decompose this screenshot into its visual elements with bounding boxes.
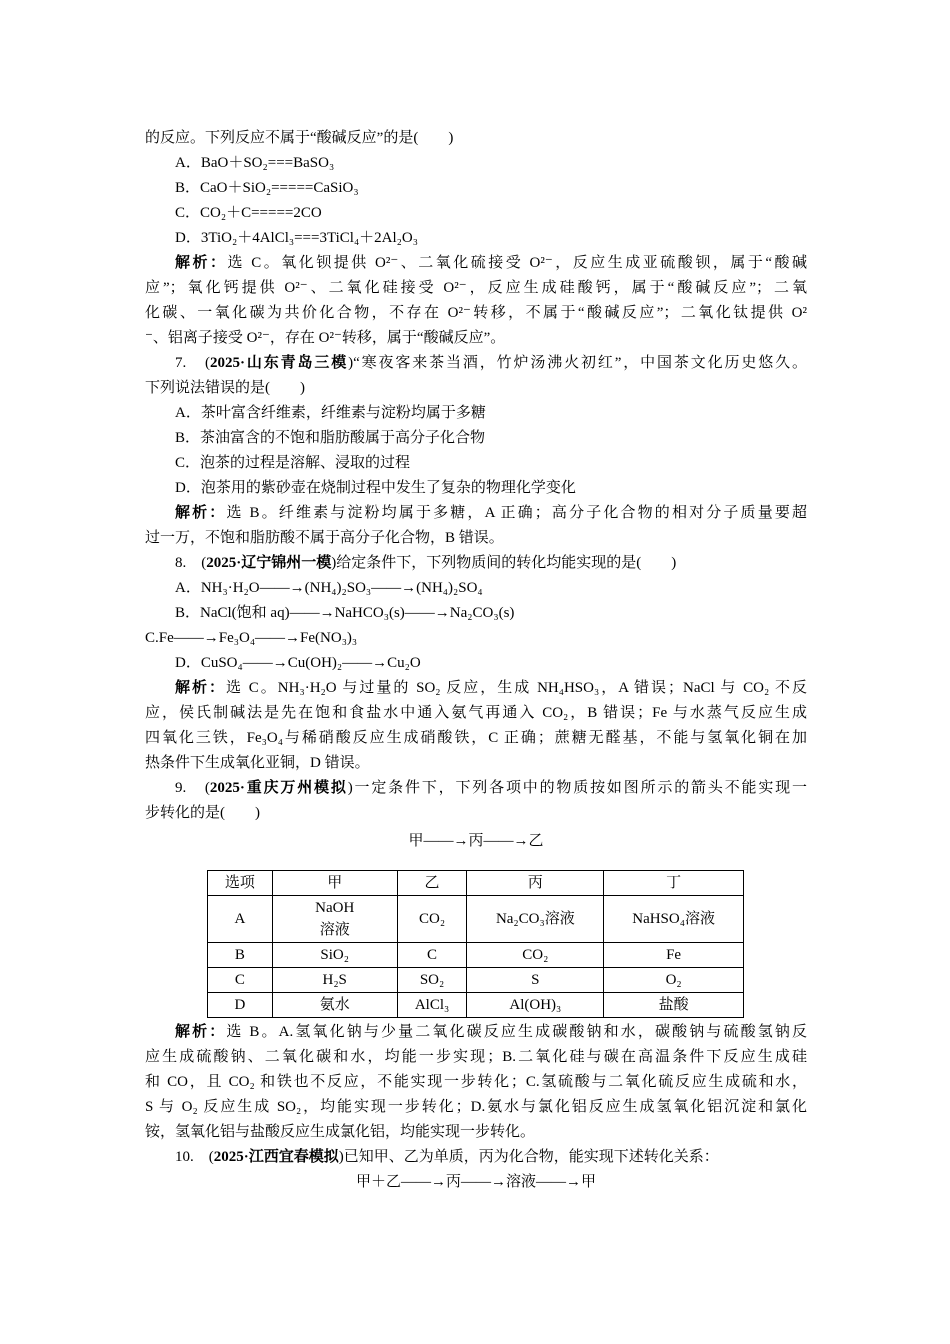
- q9-table: [207, 870, 744, 1018]
- analysis-label: 解析：: [175, 1024, 227, 1040]
- table-cell: B: [208, 943, 273, 968]
- table-header-cell: 选项: [208, 871, 273, 896]
- q8-analysis-line: 四氧化三铁，Fe₃O₄与稀硝酸反应生成硝酸铁，C 正确；蔗糖无醛基，不能与氢氧化铜在加: [145, 730, 807, 746]
- table-row: [208, 968, 744, 993]
- table-cell: O₂: [604, 968, 744, 993]
- q9-diagram: 甲——→丙——→乙: [408, 833, 544, 849]
- q6-analysis-line: ⁻、铝离子接受 O²⁻，存在 O²⁻转移，属于“酸碱反应”。: [145, 330, 506, 346]
- q8-analysis-line: 解析：选 C。NH₃·H₂O 与过量的 SO₂ 反应，生成 NH₄HSO₃，A 错误；NaCl 与 CO₂ 不反: [175, 680, 807, 696]
- table-cell: CO₂: [467, 943, 604, 968]
- q8-option-a: A．NH₃·H₂O——→(NH₄)₂SO₃——→(NH₄)₂SO₄: [175, 580, 483, 596]
- table-cell: CO₂: [397, 896, 467, 943]
- table-header-cell: 丁: [604, 871, 744, 896]
- table-row: [208, 993, 744, 1018]
- q9-analysis-line: 应生成硫酸钠、二氧化碳和水，均能一步实现；B.二氧化硅与碳在高温条件下反应生成硅: [145, 1049, 807, 1065]
- table-header-cell: 乙: [397, 871, 467, 896]
- q8-option-b: B．NaCl(饱和 aq)——→NaHCO₃(s)——→Na₂CO₃(s): [175, 605, 515, 621]
- q10-stem: 10. (2025·江西宜春模拟)已知甲、乙为单质，丙为化合物，能实现下述转化关系：: [175, 1149, 719, 1165]
- table-cell: H₂S: [272, 968, 397, 993]
- q9-analysis-line: 铵，氢氧化铝与盐酸反应生成氯化铝，均能实现一步转化。: [145, 1124, 536, 1140]
- q10-source: 2025·江西宜春模拟: [213, 1149, 339, 1165]
- analysis-label: 解析：: [175, 680, 227, 696]
- table-cell: AlCl₃: [397, 993, 467, 1018]
- table-cell: NaHSO₄溶液: [604, 896, 744, 943]
- q7-stem-cont: 下列说法错误的是( ): [145, 380, 305, 396]
- table-cell: Na₂CO₃溶液: [467, 896, 604, 943]
- q6-option-d: D．3TiO₂＋4AlCl₃===3TiCl₄＋2Al₂O₃: [175, 230, 418, 246]
- table-cell: NaOH 溶液: [272, 896, 397, 943]
- table-header-cell: 丙: [467, 871, 604, 896]
- analysis-label: 解析：: [175, 505, 227, 521]
- q7-source: 2025·山东青岛三模: [210, 355, 349, 371]
- q7-analysis-line: 过一万，不饱和脂肪酸不属于高分子化合物，B 错误。: [145, 530, 504, 546]
- q6-option-a: A．BaO＋SO₂===BaSO₃: [175, 155, 335, 171]
- q6-intro: 的反应。下列反应不属于“酸碱反应”的是( ): [145, 130, 454, 146]
- page-content: [145, 126, 807, 1195]
- table-header-row: [208, 871, 744, 896]
- q6-analysis-line: 解析：选 C。氧化钡提供 O²⁻、二氧化硫接受 O²⁻，反应生成亚硫酸钡，属于“酸碱: [175, 255, 807, 271]
- table-cell: Al(OH)₃: [467, 993, 604, 1018]
- q8-analysis-line: 热条件下生成氧化亚铜，D 错误。: [145, 755, 370, 771]
- table-cell: C: [397, 943, 467, 968]
- q10-diagram: 甲＋乙——→丙——→溶液——→甲: [355, 1174, 596, 1190]
- table-cell: 氨水: [272, 993, 397, 1018]
- q9-stem: 9. (2025·重庆万州模拟)一定条件下，下列各项中的物质按如图所示的箭头不能实现一: [175, 780, 808, 796]
- q8-analysis-line: 应，侯氏制碱法是先在饱和食盐水中通入氨气再通入 CO₂，B 错误；Fe 与水蒸气反应生成: [145, 705, 807, 721]
- q9-stem-cont: 步转化的是( ): [145, 805, 260, 821]
- q7-analysis-line: 解析：选 B。纤维素与淀粉均属于多糖，A 正确；高分子化合物的相对分子质量要超: [175, 505, 807, 521]
- q7-option-b: B．茶油富含的不饱和脂肪酸属于高分子化合物: [175, 430, 486, 446]
- q9-analysis-line: 解析：选 B。A.氢氧化钠与少量二氧化碳反应生成碳酸钠和水，碳酸钠与硫酸氢钠反: [175, 1024, 807, 1040]
- table-cell: SO₂: [397, 968, 467, 993]
- q9-source: 2025·重庆万州模拟: [209, 780, 348, 796]
- q9-analysis-line: 和 CO，且 CO₂ 和铁也不反应，不能实现一步转化；C.氢硫酸与二氧化硫反应生成硫和水，: [145, 1074, 807, 1090]
- q7-stem: 7. (2025·山东青岛三模)“寒夜客来茶当酒，竹炉汤沸火初红”，中国茶文化历史悠久。: [175, 355, 807, 371]
- q7-option-c: C．泡茶的过程是溶解、浸取的过程: [175, 455, 411, 471]
- table-cell: C: [208, 968, 273, 993]
- table-header-cell: 甲: [272, 871, 397, 896]
- q6-option-b: B．CaO＋SiO₂=====CaSiO₃: [175, 180, 359, 196]
- q8-option-d: D．CuSO₄——→Cu(OH)₂——→Cu₂O: [175, 655, 421, 671]
- q9-analysis-line: S 与 O₂ 反应生成 SO₂，均能实现一步转化；D.氨水与氯化铝反应生成氢氧化铝沉淀和氯化: [145, 1099, 807, 1115]
- q6-analysis-line: 应”；氧化钙提供 O²⁻、二氧化硅接受 O²⁻，反应生成硅酸钙，属于“酸碱反应”；二氧: [145, 280, 807, 296]
- table-cell: S: [467, 968, 604, 993]
- q8-option-c: C.Fe——→Fe₃O₄——→Fe(NO₃)₃: [145, 630, 358, 646]
- q8-source: 2025·辽宁锦州一模: [206, 555, 332, 571]
- table-row: [208, 896, 744, 943]
- table-cell: SiO₂: [272, 943, 397, 968]
- table-cell: D: [208, 993, 273, 1018]
- table-cell: 盐酸: [604, 993, 744, 1018]
- q7-option-a: A．茶叶富含纤维素，纤维素与淀粉均属于多糖: [175, 405, 486, 421]
- q6-analysis-line: 化碳、一氧化碳为共价化合物，不存在 O²⁻转移，不属于“酸碱反应”；二氧化钛提供 O²: [145, 305, 807, 321]
- analysis-label: 解析：: [175, 255, 228, 271]
- q8-stem: 8. (2025·辽宁锦州一模)给定条件下，下列物质间的转化均能实现的是( ): [175, 555, 677, 571]
- q7-option-d: D．泡茶用的紫砂壶在烧制过程中发生了复杂的物理化学变化: [175, 480, 576, 496]
- table-cell: Fe: [604, 943, 744, 968]
- table-row: [208, 943, 744, 968]
- q6-option-c: C．CO₂＋C=====2CO: [175, 205, 322, 221]
- table-cell: A: [208, 896, 273, 943]
